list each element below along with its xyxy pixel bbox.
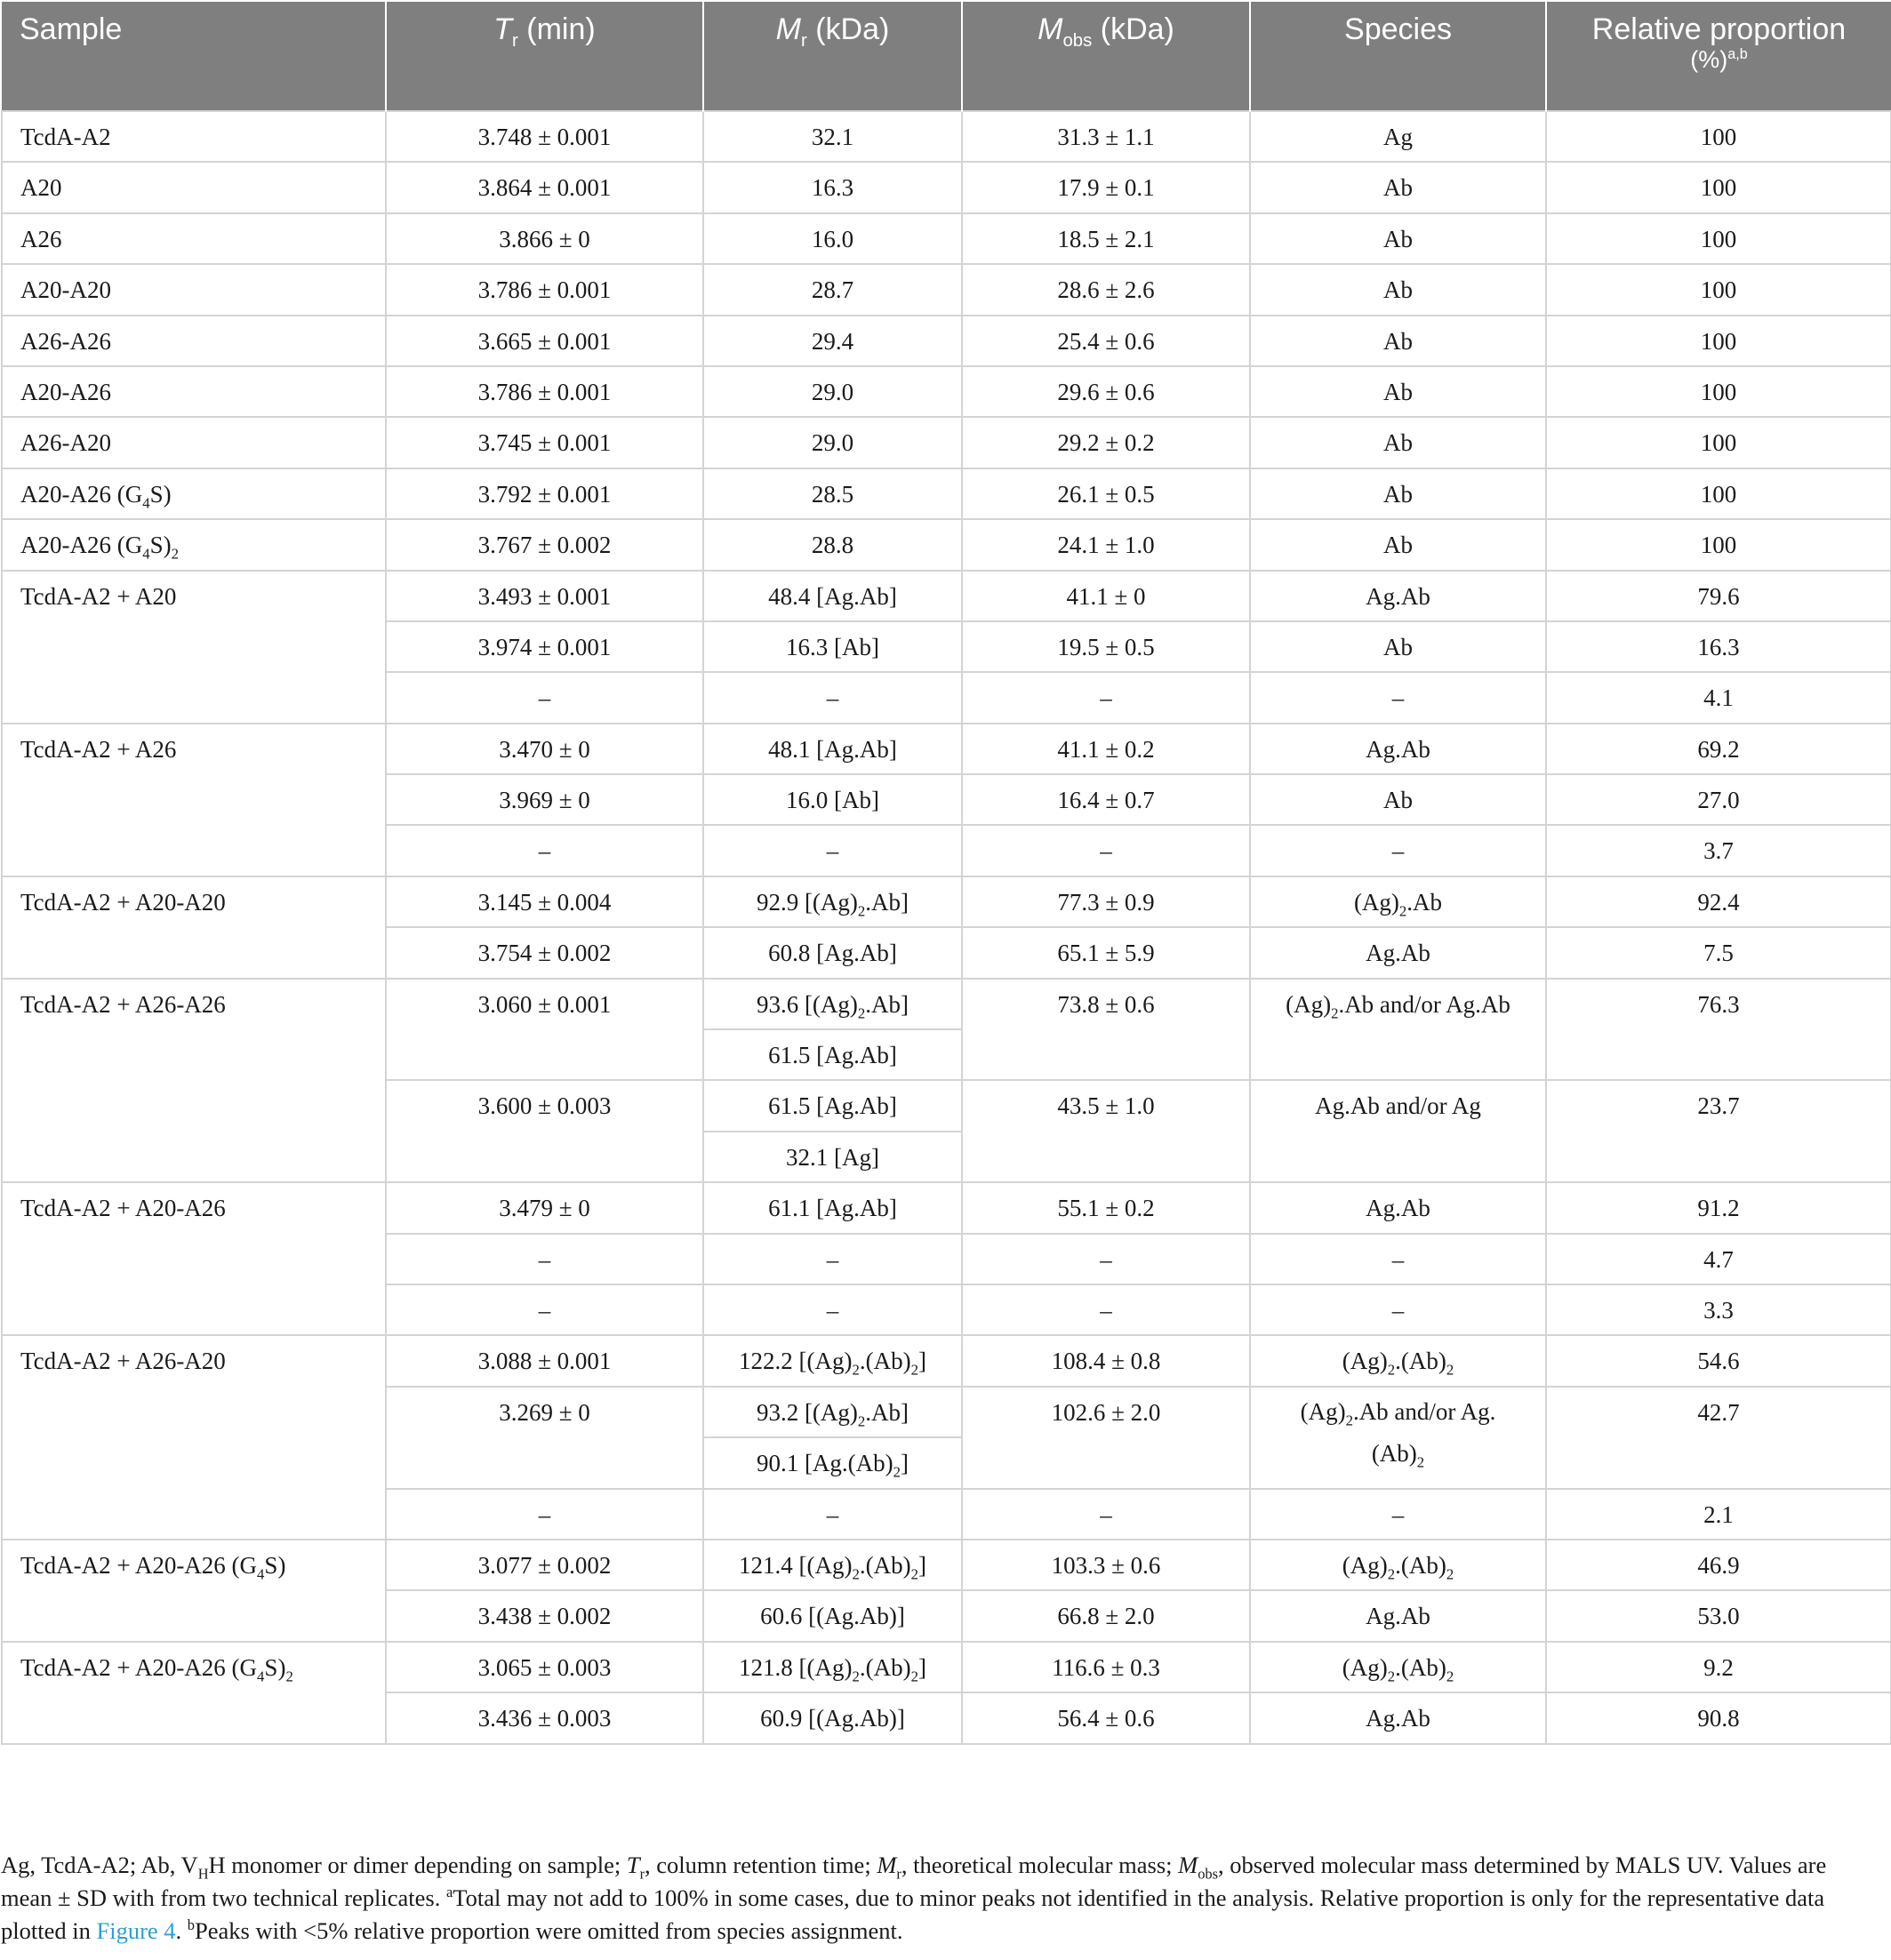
relative-proportion-cell: 91.2 [1546, 1182, 1891, 1233]
observed-mass-cell: 41.1 ± 0 [962, 571, 1250, 621]
retention-time-cell: 3.754 ± 0.002 [386, 927, 703, 978]
relative-proportion-cell: 100 [1546, 468, 1891, 519]
sample-cell: TcdA-A2 + A20-A20 [2, 876, 386, 979]
observed-mass-cell: 43.5 ± 1.0 [962, 1080, 1250, 1182]
species-cell: Ag.Ab [1250, 571, 1546, 621]
retention-time-cell: – [386, 1284, 703, 1335]
header-sample: Sample [2, 2, 386, 111]
species-cell: Ab [1250, 774, 1546, 825]
theoretical-mass-cell: 60.6 [(Ag.Ab)] [703, 1590, 962, 1641]
relative-proportion-cell: 3.3 [1546, 1284, 1891, 1335]
sample-cell: A26-A26 [2, 316, 386, 366]
sample-cell: A20 [2, 162, 386, 212]
observed-mass-cell: 24.1 ± 1.0 [962, 519, 1250, 570]
theoretical-mass-cell: 28.5 [703, 468, 962, 519]
header-species: Species [1250, 2, 1546, 111]
species-cell: $(Ag)_2.Ab$ [1250, 876, 1546, 927]
observed-mass-cell: 108.4 ± 0.8 [962, 1335, 1250, 1386]
observed-mass-cell: 56.4 ± 0.6 [962, 1692, 1250, 1743]
retention-time-cell: – [386, 672, 703, 723]
relative-proportion-cell: 100 [1546, 264, 1891, 315]
table-row [2, 1642, 1891, 1692]
species-cell: $(Ag)_2.(Ab)_2$ [1250, 1540, 1546, 1590]
retention-time-cell: 3.065 ± 0.003 [386, 1642, 703, 1692]
species-cell: Ag.Ab [1250, 927, 1546, 978]
species-cell: Ag.Ab [1250, 724, 1546, 774]
retention-time-cell: 3.969 ± 0 [386, 774, 703, 825]
theoretical-mass-cell: 16.3 [703, 162, 962, 212]
relative-proportion-cell: 27.0 [1546, 774, 1891, 825]
relative-proportion-cell: 2.1 [1546, 1489, 1891, 1540]
figure-4-link[interactable]: Figure 4 [96, 1917, 176, 1944]
table-row [2, 519, 1891, 570]
theoretical-mass-cell: 29.4 [703, 316, 962, 366]
theoretical-mass-cell: 29.0 [703, 417, 962, 468]
species-cell: Ag.Ab [1250, 1590, 1546, 1641]
sample-cell: TcdA-A2 + A20-A26 $(G_4S)_2$ [2, 1642, 386, 1744]
species-cell: – [1250, 672, 1546, 723]
retention-time-cell: 3.470 ± 0 [386, 724, 703, 774]
retention-time-cell: 3.077 ± 0.002 [386, 1540, 703, 1590]
retention-time-cell: 3.786 ± 0.001 [386, 366, 703, 417]
relative-proportion-cell: 90.8 [1546, 1692, 1891, 1743]
header-relative-proportion: Relative proportion (%)$^{a,b}$ [1546, 2, 1891, 111]
retention-time-cell: 3.745 ± 0.001 [386, 417, 703, 468]
observed-mass-cell: 29.2 ± 0.2 [962, 417, 1250, 468]
retention-time-cell: 3.748 ± 0.001 [386, 111, 703, 162]
observed-mass-cell: 55.1 ± 0.2 [962, 1182, 1250, 1233]
relative-proportion-cell: 92.4 [1546, 876, 1891, 927]
retention-time-cell: 3.600 ± 0.003 [386, 1080, 703, 1182]
relative-proportion-cell: 100 [1546, 316, 1891, 366]
observed-mass-cell: 73.8 ± 0.6 [962, 979, 1250, 1081]
retention-time-cell: 3.145 ± 0.004 [386, 876, 703, 927]
retention-time-cell: – [386, 1489, 703, 1540]
species-cell: – [1250, 825, 1546, 876]
observed-mass-cell: 31.3 ± 1.1 [962, 111, 1250, 162]
observed-mass-cell: 26.1 ± 0.5 [962, 468, 1250, 519]
species-cell: Ag.Ab [1250, 1182, 1546, 1233]
sample-cell: TcdA-A2 + A26-A26 [2, 979, 386, 1183]
table-row [2, 162, 1891, 212]
table-row [2, 1335, 1891, 1386]
theoretical-mass-cell: 121.4 $[(Ag)_2.(Ab)_2]$ [703, 1540, 962, 1590]
table-row [2, 1182, 1891, 1233]
relative-proportion-cell: 9.2 [1546, 1642, 1891, 1692]
relative-proportion-cell: 76.3 [1546, 979, 1891, 1081]
theoretical-mass-cell: 16.0 [Ab] [703, 774, 962, 825]
observed-mass-cell: 29.6 ± 0.6 [962, 366, 1250, 417]
relative-proportion-cell: 3.7 [1546, 825, 1891, 876]
relative-proportion-cell: 100 [1546, 519, 1891, 570]
header-observed-mass: $M_{obs}$ (kDa) [962, 2, 1250, 111]
retention-time-cell: 3.493 ± 0.001 [386, 571, 703, 621]
table-row [2, 571, 1891, 621]
relative-proportion-cell: 16.3 [1546, 621, 1891, 672]
table-row [2, 213, 1891, 264]
observed-mass-cell: 103.3 ± 0.6 [962, 1540, 1250, 1590]
species-cell: Ag.Ab and/or Ag [1250, 1080, 1546, 1182]
relative-proportion-cell: 42.7 [1546, 1387, 1891, 1489]
sample-cell: A26 [2, 213, 386, 264]
theoretical-mass-cell: 122.2 $[(Ag)_2.(Ab)_2]$ [703, 1335, 962, 1386]
theoretical-mass-cell: 61.1 [Ag.Ab] [703, 1182, 962, 1233]
header-retention-time: $T_r$ (min) [386, 2, 703, 111]
theoretical-mass-cell: 29.0 [703, 366, 962, 417]
retention-time-cell: 3.479 ± 0 [386, 1182, 703, 1233]
species-cell: Ab [1250, 264, 1546, 315]
species-cell: – [1250, 1234, 1546, 1284]
sample-cell: TcdA-A2 [2, 111, 386, 162]
species-cell: Ag.Ab [1250, 1692, 1546, 1743]
observed-mass-cell: 16.4 ± 0.7 [962, 774, 1250, 825]
species-cell: – [1250, 1284, 1546, 1335]
relative-proportion-cell: 69.2 [1546, 724, 1891, 774]
sample-cell: TcdA-A2 + A26 [2, 724, 386, 876]
observed-mass-cell: – [962, 672, 1250, 723]
species-cell: Ab [1250, 162, 1546, 212]
species-cell: $(Ag)_2.Ab$ and/or Ag. $(Ab)_2$ [1250, 1387, 1546, 1489]
observed-mass-cell: – [962, 1234, 1250, 1284]
observed-mass-cell: 102.6 ± 2.0 [962, 1387, 1250, 1489]
theoretical-mass-cell: 28.8 [703, 519, 962, 570]
species-cell: $(Ag)_2.Ab$ and/or Ag.Ab [1250, 979, 1546, 1081]
retention-time-cell: 3.864 ± 0.001 [386, 162, 703, 212]
observed-mass-cell: 17.9 ± 0.1 [962, 162, 1250, 212]
retention-time-cell: 3.088 ± 0.001 [386, 1335, 703, 1386]
header-theoretical-mass: $M_r$ (kDa) [703, 2, 962, 111]
species-cell: Ab [1250, 213, 1546, 264]
retention-time-cell: – [386, 1234, 703, 1284]
relative-proportion-cell: 7.5 [1546, 927, 1891, 978]
relative-proportion-cell: 23.7 [1546, 1080, 1891, 1182]
observed-mass-cell: 28.6 ± 2.6 [962, 264, 1250, 315]
retention-time-cell: 3.767 ± 0.002 [386, 519, 703, 570]
table-footnote: Ag, TcdA-A2; Ab, $V_HH$ monomer or dimer depending on sample; $T_r$, column retention time; $M_r$, theoretical molecular mass; $M_{obs}$, observed molecular mass determined by MALS UV. Values are mean ± SD with from two technical replicates. $^a$Total may not add to 100% in some cases, due to minor peaks not identified in the analysis. Relative proportion is only for the representative data plotted in Figure 4. $^b$Peaks with <5% relative proportion were omitted from species assignment. [1, 1852, 1827, 1944]
theoretical-mass-cell: 60.8 [Ag.Ab] [703, 927, 962, 978]
retention-time-cell: 3.269 ± 0 [386, 1387, 703, 1489]
species-cell: $(Ag)_2.(Ab)_2$ [1250, 1335, 1546, 1386]
observed-mass-cell: 19.5 ± 0.5 [962, 621, 1250, 672]
retention-time-cell: 3.786 ± 0.001 [386, 264, 703, 315]
relative-proportion-cell: 4.1 [1546, 672, 1891, 723]
relative-proportion-cell: 79.6 [1546, 571, 1891, 621]
table-row [2, 979, 1891, 1029]
table-row [2, 468, 1891, 519]
results-table [1, 2, 1891, 1745]
theoretical-mass-cell: 93.6 $[(Ag)_2.Ab]$ [703, 979, 962, 1029]
species-cell: Ab [1250, 366, 1546, 417]
theoretical-mass-cell: 48.4 [Ag.Ab] [703, 571, 962, 621]
species-cell: Ag [1250, 111, 1546, 162]
observed-mass-cell: – [962, 1284, 1250, 1335]
theoretical-mass-cell: 61.5 [Ag.Ab] [703, 1080, 962, 1131]
sample-cell: A20-A26 [2, 366, 386, 417]
theoretical-mass-cell: – [703, 1234, 962, 1284]
retention-time-cell: 3.792 ± 0.001 [386, 468, 703, 519]
table-row [2, 724, 1891, 774]
relative-proportion-cell: 100 [1546, 162, 1891, 212]
observed-mass-cell: – [962, 1489, 1250, 1540]
theoretical-mass-cell: 90.1 $[Ag.(Ab)_2]$ [703, 1437, 962, 1488]
theoretical-mass-cell: – [703, 672, 962, 723]
observed-mass-cell: 116.6 ± 0.3 [962, 1642, 1250, 1692]
theoretical-mass-cell: 16.3 [Ab] [703, 621, 962, 672]
theoretical-mass-cell: – [703, 1284, 962, 1335]
sample-cell: TcdA-A2 + A20-A26 $(G_4S)$ [2, 1540, 386, 1642]
relative-proportion-cell: 46.9 [1546, 1540, 1891, 1590]
sample-cell: TcdA-A2 + A20-A26 [2, 1182, 386, 1335]
species-cell: Ab [1250, 468, 1546, 519]
species-cell: Ab [1250, 316, 1546, 366]
theoretical-mass-cell: 48.1 [Ag.Ab] [703, 724, 962, 774]
table-row [2, 366, 1891, 417]
retention-time-cell: 3.438 ± 0.002 [386, 1590, 703, 1641]
table-row [2, 417, 1891, 468]
relative-proportion-cell: 100 [1546, 366, 1891, 417]
retention-time-cell: – [386, 825, 703, 876]
sample-cell: TcdA-A2 + A20 [2, 571, 386, 724]
observed-mass-cell: 66.8 ± 2.0 [962, 1590, 1250, 1641]
observed-mass-cell: – [962, 825, 1250, 876]
relative-proportion-cell: 53.0 [1546, 1590, 1891, 1641]
theoretical-mass-cell: 92.9 $[(Ag)_2.Ab]$ [703, 876, 962, 927]
theoretical-mass-cell: – [703, 1489, 962, 1540]
theoretical-mass-cell: 32.1 [703, 111, 962, 162]
relative-proportion-cell: 54.6 [1546, 1335, 1891, 1386]
sample-cell: A20-A20 [2, 264, 386, 315]
relative-proportion-cell: 100 [1546, 417, 1891, 468]
sample-cell: TcdA-A2 + A26-A20 [2, 1335, 386, 1540]
theoretical-mass-cell: – [703, 825, 962, 876]
theoretical-mass-cell: 32.1 [Ag] [703, 1132, 962, 1182]
table-row [2, 111, 1891, 162]
species-cell: Ab [1250, 621, 1546, 672]
table-row [2, 1540, 1891, 1590]
sample-cell: A20-A26 $(G_4S)$ [2, 468, 386, 519]
observed-mass-cell: 41.1 ± 0.2 [962, 724, 1250, 774]
sample-cell: A26-A20 [2, 417, 386, 468]
table-header-row [2, 2, 1891, 111]
retention-time-cell: 3.060 ± 0.001 [386, 979, 703, 1081]
retention-time-cell: 3.866 ± 0 [386, 213, 703, 264]
retention-time-cell: 3.974 ± 0.001 [386, 621, 703, 672]
theoretical-mass-cell: 61.5 [Ag.Ab] [703, 1029, 962, 1080]
theoretical-mass-cell: 16.0 [703, 213, 962, 264]
table-row [2, 876, 1891, 927]
species-cell: Ab [1250, 417, 1546, 468]
table-row [2, 264, 1891, 315]
species-cell: Ab [1250, 519, 1546, 570]
species-cell: – [1250, 1489, 1546, 1540]
species-cell: $(Ag)_2.(Ab)_2$ [1250, 1642, 1546, 1692]
relative-proportion-cell: 4.7 [1546, 1234, 1891, 1284]
relative-proportion-cell: 100 [1546, 213, 1891, 264]
observed-mass-cell: 25.4 ± 0.6 [962, 316, 1250, 366]
theoretical-mass-cell: 93.2 $[(Ag)_2.Ab]$ [703, 1387, 962, 1437]
sample-cell: A20-A26 $(G_4S)_2$ [2, 519, 386, 570]
retention-time-cell: 3.665 ± 0.001 [386, 316, 703, 366]
theoretical-mass-cell: 121.8 $[(Ag)_2.(Ab)_2]$ [703, 1642, 962, 1692]
table-row [2, 316, 1891, 366]
observed-mass-cell: 77.3 ± 0.9 [962, 876, 1250, 927]
observed-mass-cell: 18.5 ± 2.1 [962, 213, 1250, 264]
theoretical-mass-cell: 28.7 [703, 264, 962, 315]
theoretical-mass-cell: 60.9 [(Ag.Ab)] [703, 1692, 962, 1743]
relative-proportion-cell: 100 [1546, 111, 1891, 162]
observed-mass-cell: 65.1 ± 5.9 [962, 927, 1250, 978]
data-table-container [1, 2, 1890, 1745]
retention-time-cell: 3.436 ± 0.003 [386, 1692, 703, 1743]
